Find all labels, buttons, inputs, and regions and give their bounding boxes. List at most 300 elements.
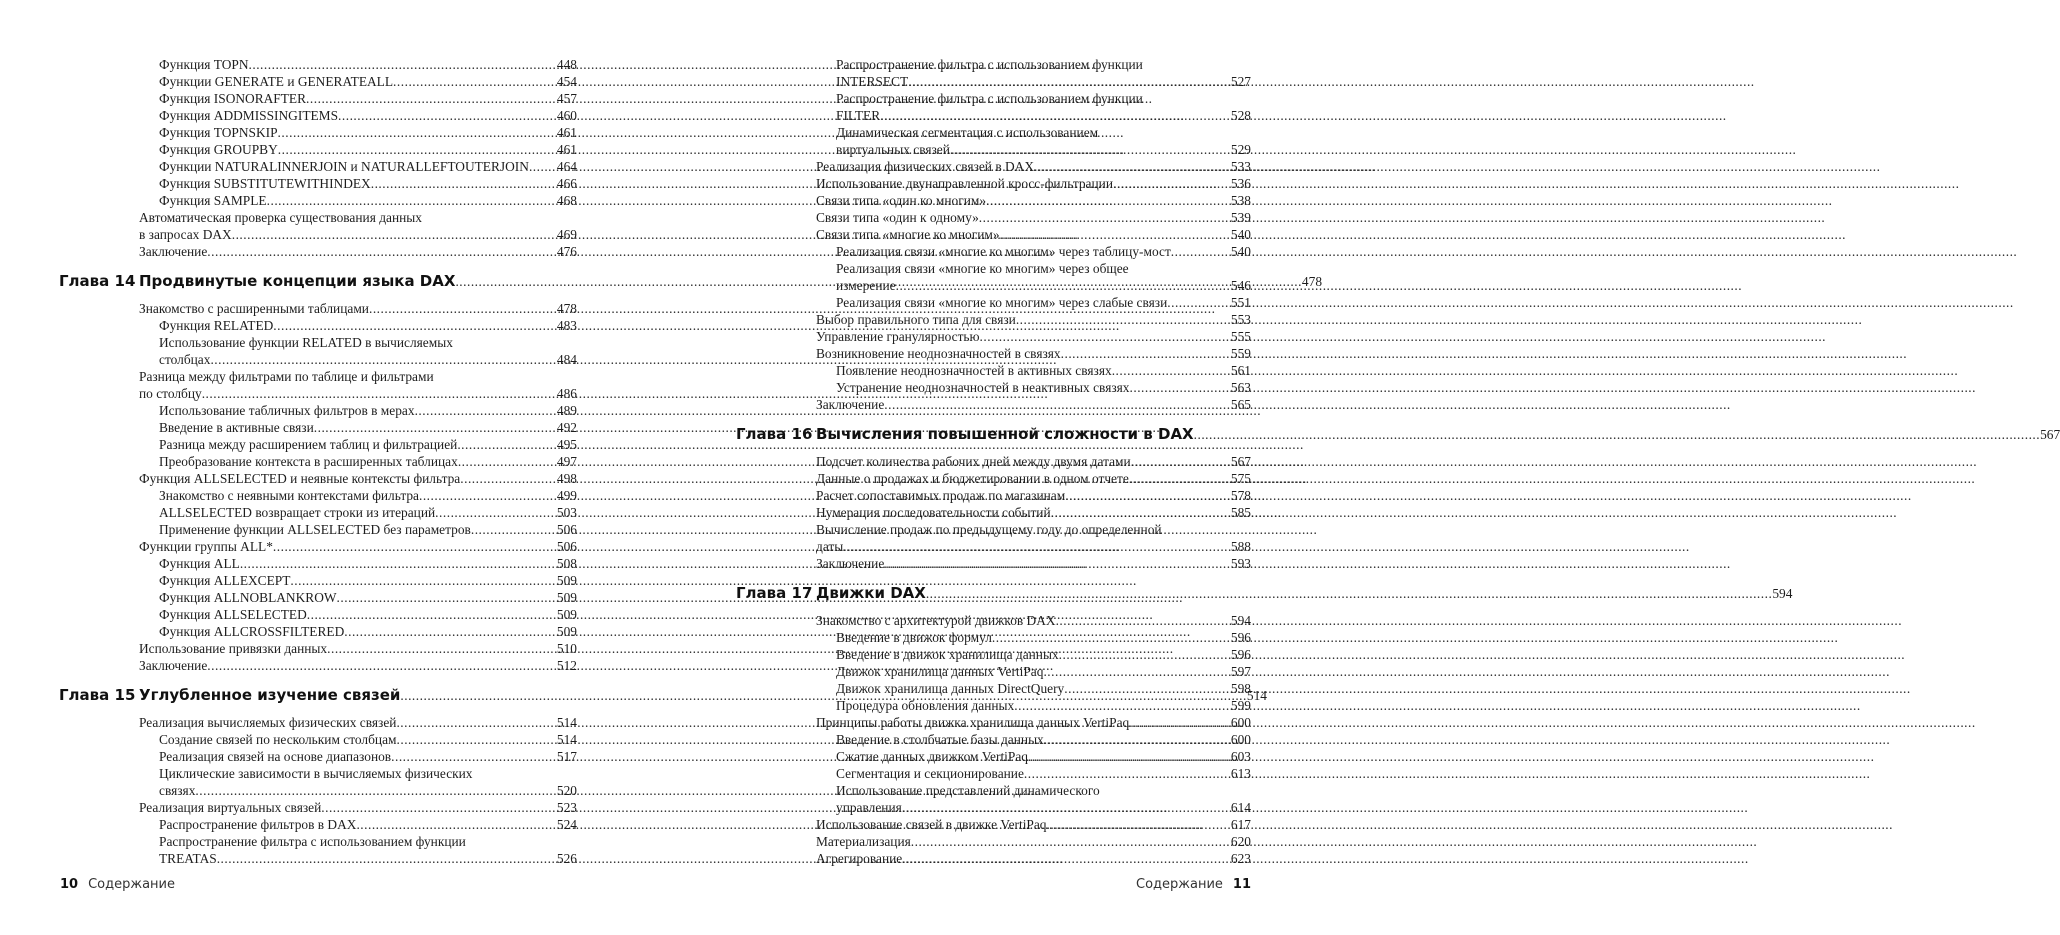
entry-text: Знакомство с расширенными таблицами [139,301,369,316]
dot-leader [393,73,556,90]
entry-text: Распространение фильтра с использованием функции [836,91,1143,106]
page-ref: 523 [556,800,577,815]
entry-text: Данные о продажах и бюджетировании в одном отчете [816,471,1129,486]
dot-leader [1047,816,1230,833]
page-ref: 599 [1230,698,1251,713]
page-ref: 460 [556,108,577,123]
entry-text: Использование двунаправленной кросс-фильтрации [816,176,1113,191]
entry-text: Распространение фильтров в DAX [159,817,357,832]
entry-text: TREATAS [159,851,217,866]
page-ref: 526 [556,851,577,866]
page-ref: 478 [556,301,577,316]
dot-leader [1065,487,1230,504]
entry-text: Использование функции RELATED в вычисляемых [159,335,453,350]
page-ref: 510 [556,641,577,656]
toc-entry [139,73,577,90]
toc-entry [139,714,577,731]
entry-text: Реализация виртуальных связей [139,800,322,815]
chapter-title: Углубленное изучение связей [139,686,401,704]
entry-text: Функция GROUPBY [159,142,278,157]
right-page [656,0,2060,935]
toc-entry [816,396,1251,413]
entry-text: Динамическая сегментация с использованием [836,125,1099,140]
running-head: Содержание [88,877,175,892]
entry-text: Реализация связей на основе диапазонов [159,749,392,764]
toc-entry [139,816,577,833]
page-ref: 533 [1230,159,1251,174]
dot-leader [415,402,556,419]
page-ref: 588 [1230,539,1251,554]
toc-entry [816,73,1251,90]
dot-leader [307,606,556,623]
page-ref: 540 [1230,244,1251,259]
running-head: Содержание [1136,877,1223,892]
dot-leader [902,850,1230,867]
dot-leader [926,586,1772,602]
toc-entry [816,141,1251,158]
entry-text: Функция ADDMISSINGITEMS [159,108,339,123]
dot-leader [980,328,1230,345]
toc-entry [139,731,577,748]
page-ref: 614 [1230,800,1251,815]
dot-leader [321,799,556,816]
page-ref: 492 [556,420,577,435]
dot-leader [435,504,556,521]
toc-entry [816,470,1251,487]
entry-text: Использование представлений динамического [836,783,1100,798]
dot-leader [240,555,556,572]
dot-leader [1056,612,1230,629]
toc-entry [139,90,577,107]
dot-leader [1171,243,1230,260]
page-ref: 578 [1230,488,1251,503]
entry-text: ALLSELECTED возвращает строки из итераций [159,505,436,520]
dot-leader [207,657,556,674]
entry-text: Функция ALLSELECTED [159,607,307,622]
entry-text: Агрегирование [816,851,903,866]
page-ref: 461 [556,125,577,140]
entry-text: Связи типа «один ко многим» [816,193,987,208]
page-ref: 555 [1230,329,1251,344]
entry-text: Заключение [816,397,885,412]
dot-leader [1194,427,2040,443]
toc-entry [816,487,1251,504]
dot-leader [460,470,556,487]
entry-text: Использование табличных фильтров в мерах [159,403,415,418]
entry-text: Применение функции ALLSELECTED без параметров [159,522,471,537]
page-ref: 567 [1230,454,1251,469]
dot-leader [306,90,556,107]
toc-entry [139,623,577,640]
toc-entry [139,572,577,589]
dot-leader [986,192,1230,209]
dot-leader [249,56,556,73]
entry-text: Функция SUBSTITUTEWITHINDEX [159,176,371,191]
page-ref: 514 [556,715,577,730]
page-ref: 538 [1230,193,1251,208]
chapter-label: Глава 17 [736,584,813,602]
dot-leader [902,799,1230,816]
page-ref: 617 [1230,817,1251,832]
page-ref: 524 [556,817,577,832]
toc-entry-line [139,765,577,782]
page-ref: 620 [1230,834,1251,849]
toc-entry [816,816,1251,833]
footer-right [1136,877,1251,892]
entry-text: Принципы работы движка хранилища данных VertiPaq [816,715,1130,730]
toc-entry [816,158,1251,175]
chapter-label: Глава 16 [736,425,813,443]
entry-text: Функция RELATED [159,318,274,333]
toc-entry [816,833,1251,850]
page-ref: 600 [1230,715,1251,730]
toc-entry [139,799,577,816]
dot-leader [195,782,556,799]
toc-entry [816,646,1251,663]
toc-entry [139,504,577,521]
page-ref: 623 [1230,851,1251,866]
entry-text: Знакомство с архитектурой движков DAX [816,613,1056,628]
toc-entry [139,351,577,368]
dot-leader [210,351,555,368]
page-ref: 536 [1230,176,1251,191]
entry-text: Использование связей в движке VertiPaq [816,817,1047,832]
dot-leader [880,107,1230,124]
dot-leader [1167,294,1230,311]
toc-entry [816,226,1251,243]
page-ref: 448 [556,57,577,72]
page-ref: 567 [2040,427,2060,442]
entry-text: Управление гранулярностью [816,329,980,344]
entry-text: Функция ALLEXCEPT [159,573,291,588]
dot-leader [1034,158,1230,175]
entry-text: по столбцу [139,386,202,401]
toc-entry [139,107,577,124]
page-ref: 464 [556,159,577,174]
dot-leader [1044,731,1230,748]
entry-text: Сжатие данных движком VertiPaq [836,749,1028,764]
toc-entry [816,765,1251,782]
dot-leader [908,73,1230,90]
entry-text: Знакомство с неявными контекстами фильтра [159,488,419,503]
dot-leader [471,521,556,538]
dot-leader [273,317,556,334]
page-ref: 468 [556,193,577,208]
page-ref: 559 [1230,346,1251,361]
page-number: 11 [1232,877,1251,892]
dot-leader [371,175,556,192]
toc-entry-line [816,521,1251,538]
entry-text: Реализация вычисляемых физических связей [139,715,397,730]
dot-leader [314,419,556,436]
page-ref: 593 [1230,556,1251,571]
dot-leader [457,436,556,453]
toc-entry [139,640,577,657]
dot-leader [458,453,556,470]
toc-entry [139,402,577,419]
toc-entry [816,311,1251,328]
entry-text: Устранение неоднозначностей в неактивных связях [836,380,1130,395]
toc-entry [816,277,1251,294]
toc-entry-line [139,368,577,385]
entry-text: Преобразование контекста в расширенных таблицах [159,454,458,469]
dot-leader [1014,697,1230,714]
entry-text: Материализация [816,834,911,849]
entry-text: Введение в движок хранилища данных [836,647,1059,662]
toc-entry [816,612,1251,629]
entry-text: Нумерация последовательности событий [816,505,1051,520]
page-ref: 529 [1230,142,1251,157]
dot-leader [1129,470,1230,487]
page-ref: 497 [556,454,577,469]
page-ref: 461 [556,142,577,157]
page-ref: 457 [556,91,577,106]
entry-text: Реализация физических связей в DAX [816,159,1035,174]
page-ref: 489 [556,403,577,418]
toc-entry [816,697,1251,714]
dot-leader [1130,379,1230,396]
entry-text: Функция ALLSELECTED и неявные контексты фильтра [139,471,461,486]
toc-entry [139,141,577,158]
toc-entry [816,243,1251,260]
toc-entry [816,379,1251,396]
toc-entry-line [816,782,1251,799]
entry-text: Связи типа «один к одному» [816,210,979,225]
page-ref: 546 [1230,278,1251,293]
toc-entry [139,850,577,867]
toc-entry [139,385,577,402]
page-ref: 561 [1230,363,1251,378]
toc-entry [139,748,577,765]
toc-entry [816,663,1251,680]
page-ref: 528 [1230,108,1251,123]
dot-leader [273,538,556,555]
entry-text: Движок хранилища данных DirectQuery [836,681,1065,696]
page-ref: 503 [556,505,577,520]
page-ref: 514 [1246,688,1267,703]
entry-text: Подсчет количества рабочих дней между двумя датами [816,454,1131,469]
dot-leader [1051,504,1230,521]
page-ref: 565 [1230,397,1251,412]
dot-leader [1113,175,1230,192]
toc-entry-line [139,334,577,351]
page-ref: 596 [1230,630,1251,645]
page-ref: 454 [556,74,577,89]
toc-entry [816,538,1251,555]
entry-text: связях [159,783,196,798]
page-ref: 540 [1230,227,1251,242]
entry-text: Процедура обновления данных [836,698,1015,713]
entry-text: Функция TOPN [159,57,249,72]
toc-entry [816,504,1251,521]
entry-text: Движок хранилища данных VertiPaq [836,664,1044,679]
dot-leader [950,141,1230,158]
chapter-title: Продвинутые концепции языка DAX [139,272,456,290]
entry-text: Заключение [139,244,208,259]
dot-leader [1016,311,1230,328]
page-ref: 466 [556,176,577,191]
page-ref: 575 [1230,471,1251,486]
toc-entry [816,362,1251,379]
dot-leader [396,714,555,731]
chapter-label: Глава 14 [59,272,136,290]
entry-text: FILTER [836,108,881,123]
dot-leader [419,487,556,504]
dot-leader [1064,680,1230,697]
page-ref: 509 [556,590,577,605]
dot-leader [1059,646,1230,663]
dot-leader [397,731,556,748]
page-ref: 597 [1230,664,1251,679]
toc-entry [139,657,577,674]
toc-entry [139,782,577,799]
toc-entry-line [816,260,1251,277]
chapter-label: Глава 15 [59,686,136,704]
toc-entry-line [139,833,577,850]
page-ref: 509 [556,573,577,588]
dot-leader [1129,714,1230,731]
entry-text: управления [836,800,902,815]
dot-leader [843,538,1230,555]
entry-text: Возникновение неоднозначностей в связях [816,346,1061,361]
dot-leader [232,226,556,243]
toc-entry [139,453,577,470]
entry-text: Вычисление продаж по предыдущему году до определенной [816,522,1162,537]
toc-entry [139,606,577,623]
toc-entry [139,555,577,572]
dot-leader [337,589,556,606]
page-ref: 509 [556,607,577,622]
chapter-title: Вычисления повышенной сложности в DAX [816,425,1194,443]
toc-entry [139,436,577,453]
toc-entry [139,521,577,538]
dot-leader [896,277,1230,294]
entry-text: Использование привязки данных [139,641,328,656]
page-ref: 483 [556,318,577,333]
page-ref: 563 [1230,380,1251,395]
page-ref: 594 [1772,586,1793,601]
toc-entry [139,192,577,209]
toc-entry [816,328,1251,345]
toc-entry [139,243,577,260]
toc-entry [816,731,1251,748]
entry-text: Введение в активные связи [159,420,314,435]
entry-text: Введение в столбчатые базы данных [836,732,1044,747]
dot-leader [1131,453,1230,470]
dot-leader [290,572,556,589]
page-ref: 486 [556,386,577,401]
page-ref: 495 [556,437,577,452]
entry-text: Функции GENERATE и GENERATEALL [159,74,394,89]
entry-text: Функция ALL [159,556,240,571]
entry-text: Функции группы ALL* [139,539,273,554]
dot-leader [207,243,556,260]
dot-leader [391,748,556,765]
toc-entry [139,317,577,334]
page-ref: 551 [1230,295,1251,310]
toc-entry [139,175,577,192]
toc-entry [816,345,1251,362]
page-ref: 553 [1230,312,1251,327]
entry-text: Функция ISONORAFTER [159,91,307,106]
entry-text: Реализация связи «многие ко многим» через слабые связи [836,295,1168,310]
page-ref: 509 [556,624,577,639]
entry-text: виртуальных связей [836,142,950,157]
page-ref: 506 [556,522,577,537]
dot-leader [911,833,1230,850]
entry-text: INTERSECT [836,74,909,89]
page-ref: 476 [556,244,577,259]
entry-text: Введение в движок формул [836,630,992,645]
entry-text: Заключение [816,556,885,571]
toc-entry-line [816,56,1251,73]
dot-leader [202,385,556,402]
toc-entry [139,158,577,175]
dot-leader [1061,345,1230,362]
entry-text: Функция SAMPLE [159,193,267,208]
page-ref: 499 [556,488,577,503]
dot-leader [327,640,556,657]
page-ref: 514 [556,732,577,747]
page-ref: 603 [1230,749,1251,764]
toc-entry [816,107,1251,124]
page-ref: 585 [1230,505,1251,520]
dot-leader [884,555,1230,572]
page-number: 10 [60,877,79,892]
entry-text: Создание связей по нескольким столбцам [159,732,397,747]
toc-entry [816,714,1251,731]
page-ref: 600 [1230,732,1251,747]
page-ref: 594 [1230,613,1251,628]
toc-entry-line [139,209,577,226]
toc-entry [139,589,577,606]
toc-entry [816,294,1251,311]
page-ref: 478 [1301,274,1323,289]
chapter-heading [736,425,2060,452]
entry-text: Выбор правильного типа для связи [816,312,1016,327]
dot-leader [529,158,556,175]
toc-entry [816,175,1251,192]
toc-entry [816,629,1251,646]
toc-entry [139,470,577,487]
entry-text: Разница между фильтрами по таблице и фильтрами [139,369,434,384]
page-ref: 527 [1230,74,1251,89]
dot-leader [344,623,556,640]
dot-leader [1043,663,1229,680]
page-ref: 539 [1230,210,1251,225]
dot-leader [1112,362,1230,379]
page-ref: 517 [556,749,577,764]
toc-entry [139,124,577,141]
entry-text: Заключение [139,658,208,673]
toc-entry [139,538,577,555]
toc-entry [139,226,577,243]
entry-text: Сегментация и секционирование [836,766,1024,781]
toc-entry [139,487,577,504]
entry-text: Автоматическая проверка существования данных [139,210,422,225]
dot-leader [356,816,555,833]
entry-text: Функция TOPNSKIP [159,125,278,140]
toc-entry [139,419,577,436]
entry-text: Разница между расширением таблиц и фильтрацией [159,437,458,452]
toc-entry [816,680,1251,697]
page-ref: 613 [1230,766,1251,781]
dot-leader [979,209,1230,226]
dot-leader [267,192,556,209]
toc-entry [139,56,577,73]
entry-text: Связи типа «многие ко многим» [816,227,1000,242]
page-ref: 520 [556,783,577,798]
